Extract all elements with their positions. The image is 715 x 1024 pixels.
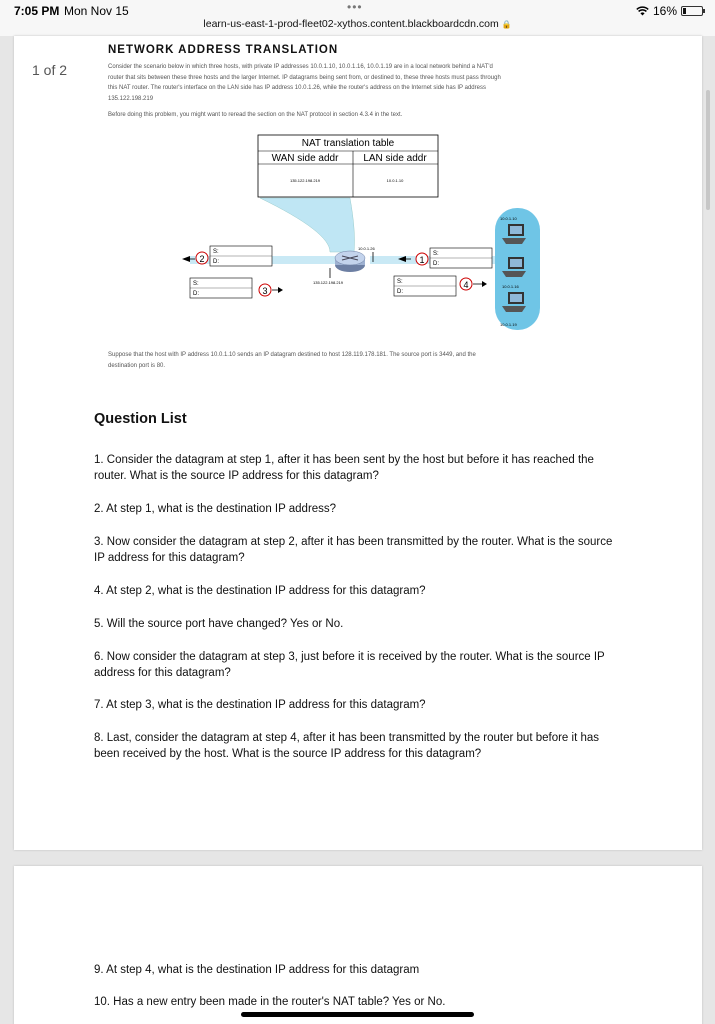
svg-text:D:: D:	[193, 291, 199, 297]
question-3: 3. Now consider the datagram at step 2, after it has been transmitted by the router. What is the source IP address for this datagram?	[94, 536, 613, 564]
nat-diagram	[170, 132, 570, 337]
question-9: 9. At step 4, what is the destination IP address for this datagram	[94, 964, 420, 976]
svg-text:S:: S:	[397, 279, 403, 285]
scrollbar[interactable]	[706, 90, 710, 210]
lock-icon: 🔒	[501, 20, 512, 29]
status-date: Mon Nov 15	[64, 4, 129, 18]
question-7: 7. At step 3, what is the destination IP address for this datagram?	[94, 699, 426, 711]
question-5: 5. Will the source port have changed? Yes or No.	[94, 618, 344, 630]
svg-text:D:: D:	[397, 289, 403, 295]
question-6: 6. Now consider the datagram at step 3, just before it is received by the router. What is the source IP address for this datagram?	[94, 651, 605, 679]
status-right	[636, 4, 703, 18]
battery-icon	[681, 6, 703, 16]
svg-text:S:: S:	[433, 251, 439, 257]
step-1-label: 1	[419, 255, 425, 265]
wifi-icon	[636, 6, 649, 16]
question-list-heading: Question List	[94, 411, 187, 427]
svg-text:D:: D:	[213, 259, 219, 265]
question-10: 10. Has a new entry been made in the router's NAT table? Yes or No.	[94, 996, 446, 1008]
table-title: NAT translation table	[301, 138, 395, 149]
router-icon	[335, 251, 365, 272]
svg-text:S:: S:	[213, 249, 219, 255]
problem-intro	[108, 62, 608, 104]
wan-value: 135.122.198.219	[289, 178, 321, 183]
step-4-label: 4	[463, 280, 469, 290]
scenario-line: destination port is 80.	[108, 362, 166, 369]
scenario-text	[108, 350, 588, 371]
host-ip-1: 10.0.1.10	[500, 216, 517, 221]
router-lan-ip: 10.0.1.26	[358, 246, 375, 251]
before-note: Before doing this problem, you might want to reread the section on the NAT protocol in section 4.3.4 in the text.	[108, 112, 403, 118]
svg-text:S:: S:	[193, 281, 199, 287]
lan-header: LAN side addr	[363, 153, 427, 164]
intro-line: this NAT router. The router's interface on the LAN side has IP address 10.0.1.26, while the router's address on the Internet side has IP address	[108, 85, 486, 91]
intro-line: router that sits between these three hosts and the larger Internet. IP datagrams being sent from, or destined to, these three hosts must pass through	[108, 74, 501, 81]
host-ip-2: 10.0.1.16	[502, 284, 519, 289]
svg-text:D:: D:	[433, 261, 439, 267]
more-dots-icon[interactable]: •••	[347, 0, 363, 14]
question-2: 2. At step 1, what is the destination IP address?	[94, 503, 337, 515]
wan-header: WAN side addr	[271, 153, 339, 164]
question-4: 4. At step 2, what is the destination IP address for this datagram?	[94, 585, 426, 597]
address-bar[interactable]	[0, 18, 715, 30]
status-bar	[0, 0, 715, 36]
question-1: 1. Consider the datagram at step 1, after it has been sent by the host but before it has reached the router. What is the source IP address for this datagram?	[94, 454, 594, 482]
page-count: 1 of 2	[32, 62, 68, 78]
step-2-label: 2	[199, 254, 205, 264]
intro-line: Consider the scenario below in which three hosts, with private IP addresses 10.0.1.10, 10.0.1.16, 10.0.1.19 are in a local network behind a NAT'd	[108, 64, 493, 70]
problem-title: NETWORK ADDRESS TRANSLATION	[108, 44, 339, 56]
intro-line: 135.122.198.219	[108, 95, 154, 102]
table-link-shape	[260, 198, 355, 252]
home-indicator[interactable]	[241, 1012, 474, 1017]
host-ip-3: 10.0.1.19	[500, 322, 517, 327]
battery-percent: 16%	[652, 4, 677, 18]
url-text: learn-us-east-1-prod-fleet02-xythos.content.blackboardcdn.com	[203, 18, 499, 30]
router-wan-ip: 135.122.198.219	[313, 280, 344, 285]
step-3-label: 3	[262, 286, 268, 296]
question-8: 8. Last, consider the datagram at step 4, after it has been transmitted by the router but before it has been received by the host. What is the source IP address for this datagram?	[94, 732, 600, 760]
scenario-line: Suppose that the host with IP address 10.0.1.10 sends an IP datagram destined to host 128.119.178.181. The source port is 3449, and the	[108, 352, 476, 358]
status-time: 7:05 PM	[14, 4, 60, 18]
lan-value: 10.0.1.10	[386, 178, 404, 183]
